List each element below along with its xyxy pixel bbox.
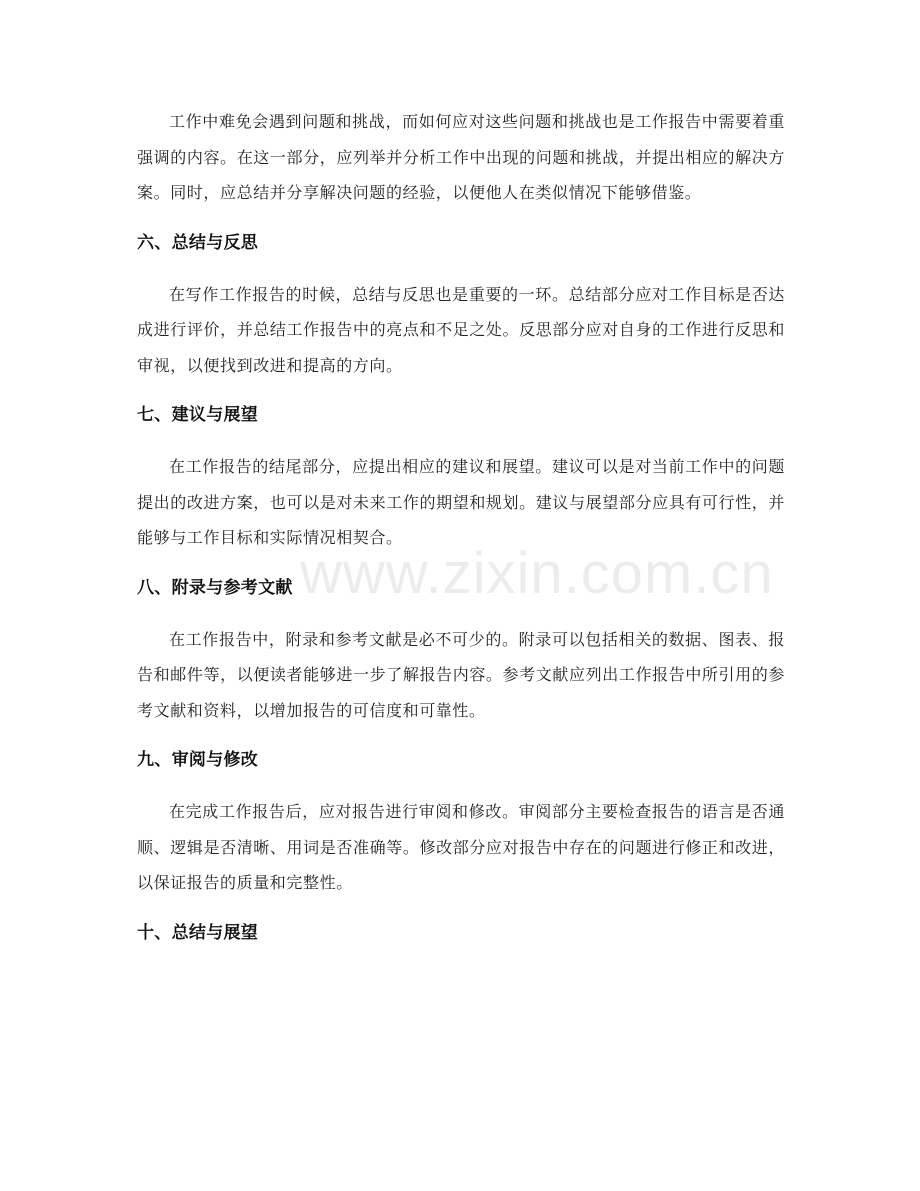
heading-appendix-references: 八、附录与参考文献: [137, 577, 293, 598]
heading-conclusion-outlook: 十、总结与展望: [137, 922, 259, 943]
document-body: [137, 104, 785, 951]
watermark-text: www.zixin.com.cn: [300, 541, 774, 606]
paragraph-summary-reflection: 在写作工作报告的时候，总结与反思也是重要的一环。总结部分应对工作目标是否达成进行评价，并总结工作报告中的亮点和不足之处。反思部分应对自身的工作进行反思和审视，以便找到改进和提高的方向。: [137, 284, 785, 375]
heading-summary-reflection: 六、总结与反思: [137, 232, 259, 253]
paragraph-review-revision: 在完成工作报告后，应对报告进行审阅和修改。审阅部分主要检查报告的语言是否通顺、逻辑是否清晰、用词是否准确等。修改部分应对报告中存在的问题进行修正和改进，以保证报告的质量和完整性。: [137, 802, 785, 892]
heading-suggestions-outlook: 七、建议与展望: [137, 405, 259, 425]
paragraph-appendix-references: 在工作报告中，附录和参考文献是必不可少的。附录可以包括相关的数据、图表、报告和邮件等，以便读者能够进一步了解报告内容。参考文献应列出工作报告中所引用的参考文献和资料，以增加报告的可信度和可靠性。: [137, 629, 785, 720]
paragraph-suggestions-outlook: 在工作报告的结尾部分，应提出相应的建议和展望。建议可以是对当前工作中的问题提出的改进方案，也可以是对未来工作的期望和规划。建议与展望部分应具有可行性，并能够与工作目标和实际情况相契合。: [137, 457, 785, 547]
paragraph-problems: 工作中难免会遇到问题和挑战，而如何应对这些问题和挑战也是工作报告中需要着重强调的内容。在这一部分，应列举并分析工作中出现的问题和挑战，并提出相应的解决方案。同时，应总结并分享解决问题的经验，以便他人在类似情况下能够借鉴。: [137, 112, 785, 202]
heading-review-revision: 九、审阅与修改: [137, 750, 259, 770]
